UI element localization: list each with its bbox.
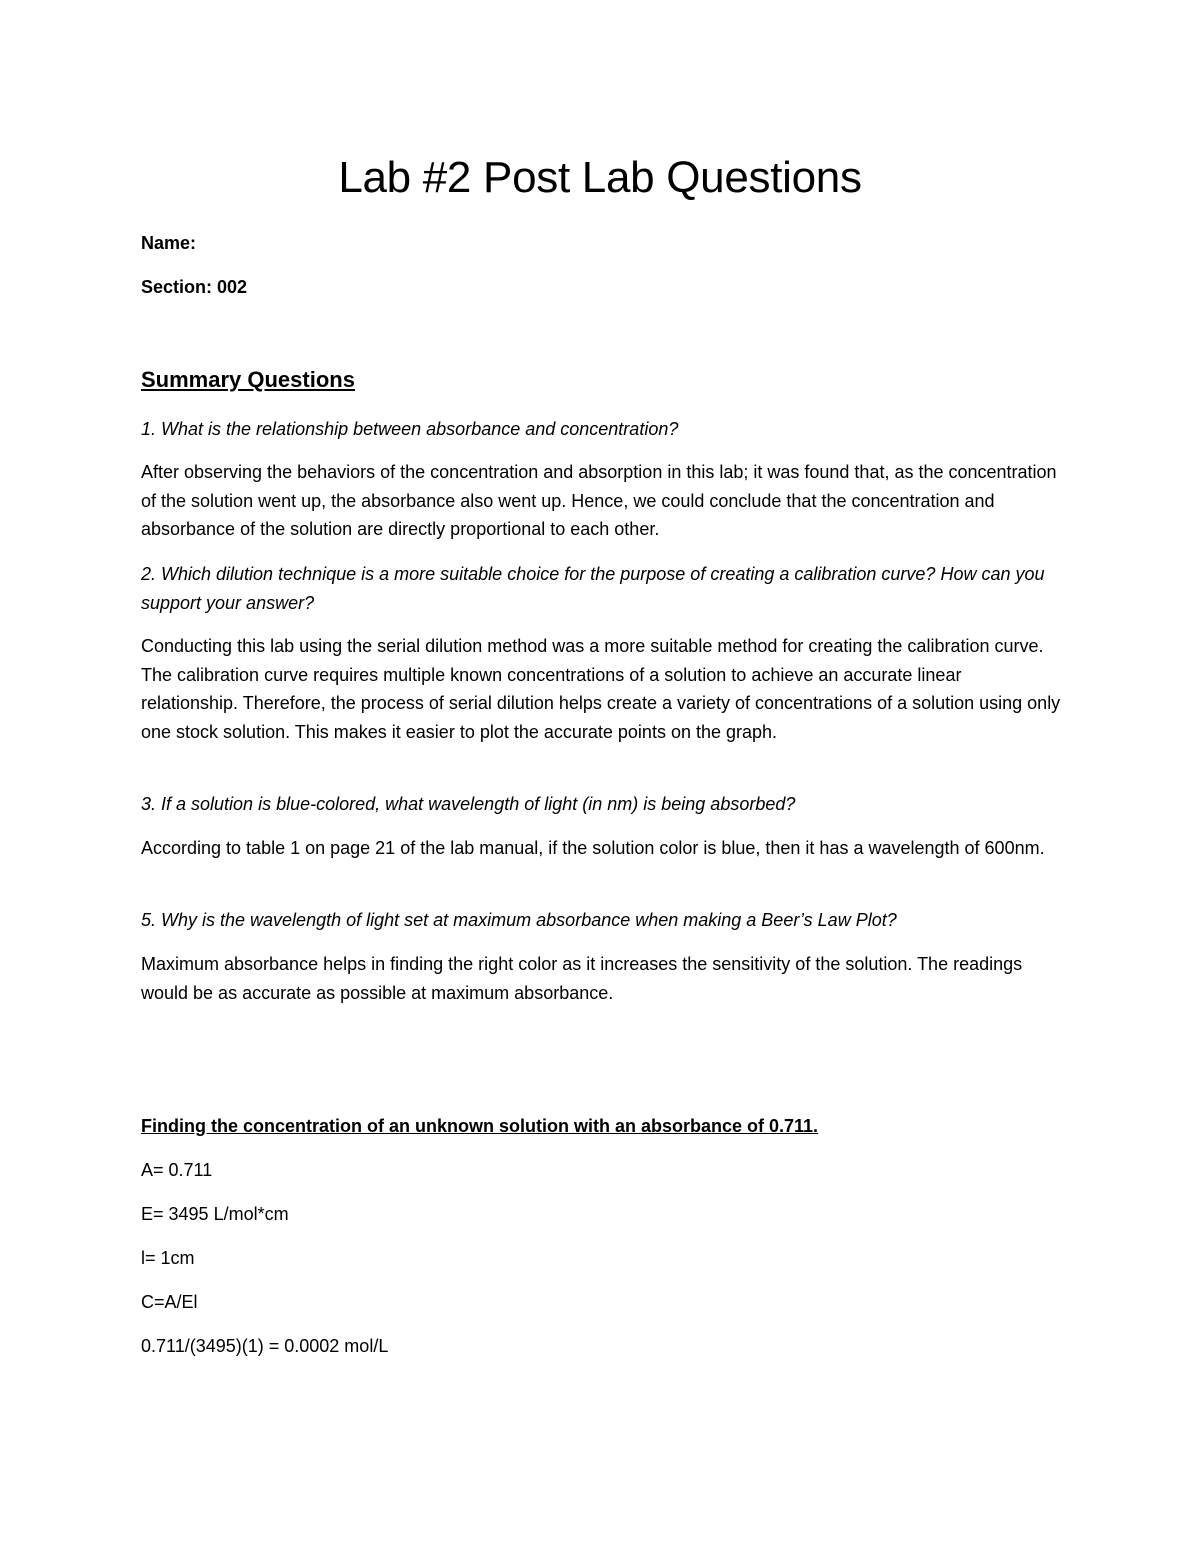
name-label: Name: [141,233,197,253]
question-5: 5. Why is the wavelength of light set at maximum absorbance when making a Beer’s Law Plot? [141,910,897,930]
answer-3: According to table 1 on page 21 of the lab manual, if the solution color is blue, then it has a wavelength of 600nm. [141,838,1045,858]
question-2: 2. Which dilution technique is a more suitable choice for the purpose of creating a calibration curve? How can you support your answer? [141,564,1045,613]
summary-heading: Summary Questions [141,367,355,392]
page-title: Lab #2 Post Lab Questions [338,153,862,202]
question-1: 1. What is the relationship between absorbance and concentration? [141,419,679,439]
answer-2: Conducting this lab using the serial dilution method was a more suitable method for creating the calibration curve. The calibration curve requires multiple known concentrations of a solution to achieve an accurate linear relationship. Therefore, the process of serial dilution helps create a variety of concentrations of a solution using only one stock solution. This makes it easier to plot the accurate points on the graph. [141,636,1061,742]
section-label: Section: 002 [141,277,248,297]
calc-line-absorbance: A= 0.711 [141,1160,213,1180]
calc-line-path-length: l= 1cm [141,1248,195,1268]
calc-line-result: 0.711/(3495)(1) = 0.0002 mol/L [141,1336,389,1356]
question-3: 3. If a solution is blue-colored, what wavelength of light (in nm) is being absorbed? [141,794,796,814]
document-page [141,0,1061,1553]
calc-line-formula: C=A/El [141,1292,198,1312]
unknown-heading: Finding the concentration of an unknown solution with an absorbance of 0.711. [141,1116,819,1136]
calc-line-molar-absorptivity: E= 3495 L/mol*cm [141,1204,289,1224]
answer-5: Maximum absorbance helps in finding the right color as it increases the sensitivity of the solution. The readings would be as accurate as possible at maximum absorbance. [141,954,1023,1003]
answer-1: After observing the behaviors of the concentration and absorption in this lab; it was found that, as the concentration of the solution went up, the absorbance also went up. Hence, we could conclude that the concentration and absorbance of the solution are directly proportional to each other. [141,462,1057,539]
